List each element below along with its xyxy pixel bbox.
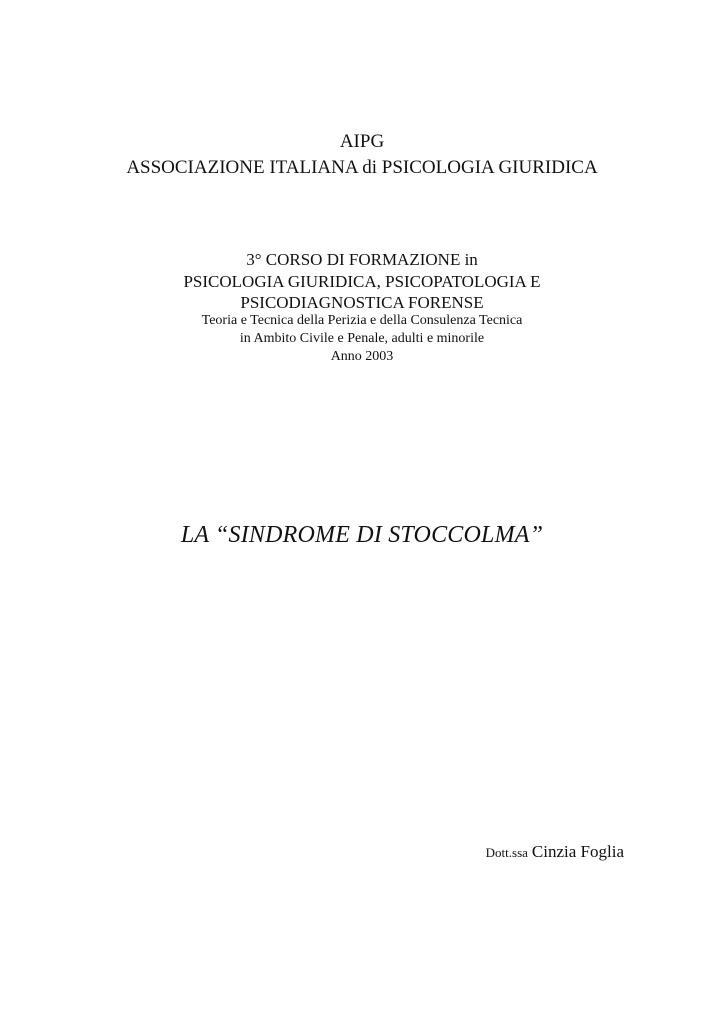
document-title: LA “SINDROME DI STOCCOLMA” — [180, 522, 544, 548]
author-title: Dott.ssa — [485, 845, 528, 860]
course-year: Anno 2003 — [330, 349, 394, 364]
course-title-line-2: PSICOLOGIA GIURIDICA, PSICOPATOLOGIA E — [183, 272, 541, 291]
association-acronym: AIPG — [339, 131, 385, 152]
author-name: Cinzia Foglia — [531, 842, 624, 861]
course-title-line-1: 3° CORSO DI FORMAZIONE in — [246, 250, 478, 269]
course-subtitle-line-1: Teoria e Tecnica della Perizia e della Consulenza Tecnica — [201, 313, 523, 328]
author-signature — [486, 842, 624, 862]
association-name: ASSOCIAZIONE ITALIANA di PSICOLOGIA GIURIDICA — [126, 157, 598, 178]
course-title-line-3: PSICODIAGNOSTICA FORENSE — [240, 293, 484, 312]
course-subtitle-line-2: in Ambito Civile e Penale, adulti e minorile — [239, 331, 485, 346]
